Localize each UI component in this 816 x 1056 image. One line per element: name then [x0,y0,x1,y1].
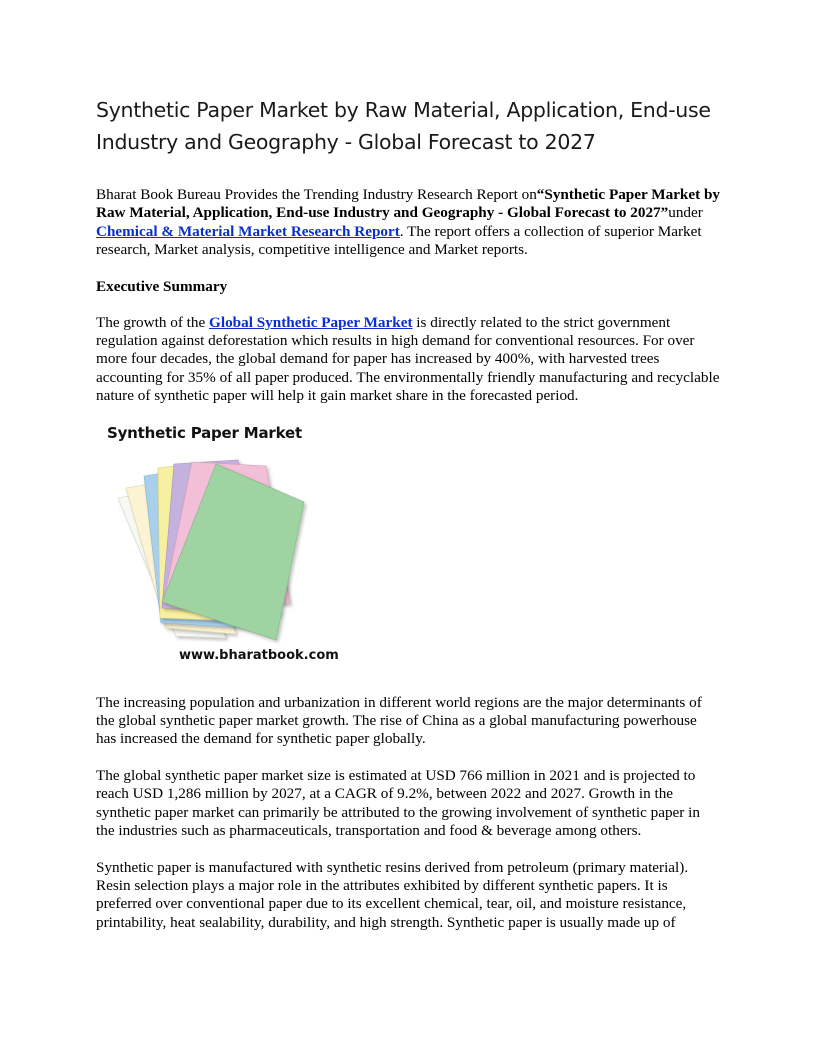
intro-text-2: under [668,204,703,222]
executive-summary-heading: Executive Summary [96,277,228,295]
global-synthetic-paper-market-link[interactable]: Global Synthetic Paper Market [209,313,413,331]
intro-text-1: Bharat Book Bureau Provides the Trending Industry Research Report on [96,186,537,203]
figure-url: www.bharatbook.com [179,647,339,663]
intro-text-3: . The report offers a collection of superior Market research, Market analysis, competitive intelligence and Market reports. [96,222,702,259]
growth-text-2: is directly related to the strict government regulation against deforestation which results in high demand for conventional resources. For over more four decades, the global demand for paper has increased by 400%, with harvested trees accounting for 35% of all paper produced. The environmentally friendly manufacturing and recyclable nature of synthetic paper will help it gain market share in the forecasted period. [96,313,720,405]
synthetic-paper-figure [96,424,356,674]
document-page [96,94,720,950]
chemical-material-report-link[interactable]: Chemical & Material Market Research Report [96,222,400,240]
growth-text-1: The growth of the [96,313,210,331]
manufacture-paragraph: Synthetic paper is manufactured with synthetic resins derived from petroleum (primary material). Resin selection plays a major role in the attributes exhibited by different synthetic papers. It is preferred over conventional paper due to its excellent chemical, tear, oil, and moisture resistance, printability, heat sealability, durability, and high strength. Synthetic paper is usually made up of [96,858,689,931]
market-size-paragraph: The global synthetic paper market size is estimated at USD 766 million in 2021 and is projected to reach USD 1,286 million by 2027, at a CAGR of 9.2%, between 2022 and 2027. Growth in the synthetic paper market can primarily be attributed to the growing involvement of synthetic paper in the industries such as pharmaceuticals, transportation and food & beverage among others. [96,766,700,840]
population-paragraph: The increasing population and urbanization in different world regions are the major determinants of the global synthetic paper market growth. The rise of China as a global manufacturing powerhouse has increased the demand for synthetic paper globally. [96,693,702,748]
intro-report-title: “Synthetic Paper Market by Raw Material, Application, End-use Industry and Geography - Global Forecast to 2027” [96,186,721,222]
document-title: Synthetic Paper Market by Raw Material, Application, End-use Industry and Geography - Global Forecast to 2027 [96,98,711,154]
figure-title: Synthetic Paper Market [107,423,302,442]
paper-stack-illustration [116,458,336,648]
growth-paragraph [96,314,720,406]
intro-paragraph [96,186,720,260]
